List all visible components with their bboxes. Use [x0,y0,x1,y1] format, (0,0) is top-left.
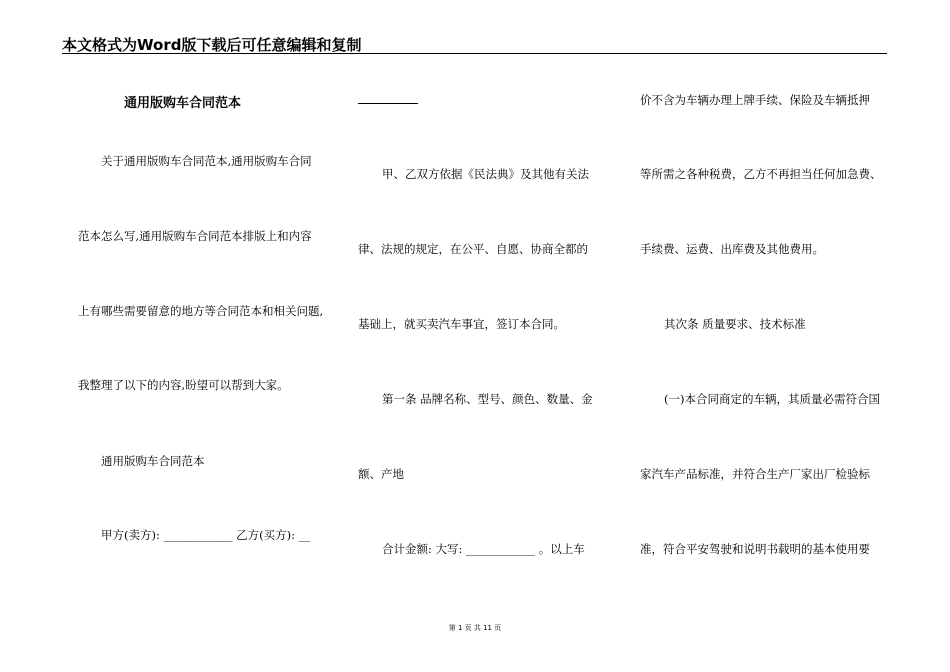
right-line-2: 等所需之各种税费，乙方不再担当任何加急费、 [640,167,882,181]
middle-line-4: 第一条 品牌名称、型号、颜色、数量、金 [382,392,593,406]
middle-line-2: 律、法规的规定，在公平、自愿、协商全都的 [358,242,588,256]
middle-line-3: 基础上，就买卖汽车事宜，签订本合同。 [358,317,565,331]
right-line-6: 家汽车产品标准，并符合生产厂家出厂检验标 [640,467,870,481]
header-divider [62,53,887,54]
left-line-3: 上有哪些需要留意的地方等合同范本和相关问题, [78,304,324,318]
left-line-1: 关于通用版购车合同范本,通用版购车合同 [101,154,312,168]
middle-line-1: 甲、乙双方依据《民法典》及其他有关法 [382,167,589,181]
left-line-2: 范本怎么写,通用版购车合同范本排版上和内容 [78,229,312,243]
right-line-5: (一)本合同商定的车辆，其质量必需符合国 [664,392,880,406]
page-number: 第 1 页 共 11 页 [448,624,502,632]
right-line-7: 准，符合平安驾驶和说明书载明的基本使用要 [640,542,870,556]
document-header-title: 本文格式为Word版下载后可任意编辑和复制 [62,36,362,54]
left-line-5: 通用版购车合同范本 [101,454,205,468]
right-line-1: 价不含为车辆办理上牌手续、保险及车辆抵押 [640,93,870,107]
left-line-4: 我整理了以下的内容,盼望可以帮到大家。 [78,378,289,392]
right-line-3: 手续费、运费、出库费及其他费用。 [640,242,824,256]
middle-line-5: 额、产地 [358,467,404,481]
document-title: 通用版购车合同范本 [124,96,242,111]
middle-line-6: 合计金额: 大写: ____________ 。以上车 [382,542,585,556]
blank-underline [358,103,418,104]
left-line-6: 甲方(卖方): ____________ 乙方(买方): __ [101,528,311,542]
right-line-4: 其次条 质量要求、技术标准 [664,317,806,331]
